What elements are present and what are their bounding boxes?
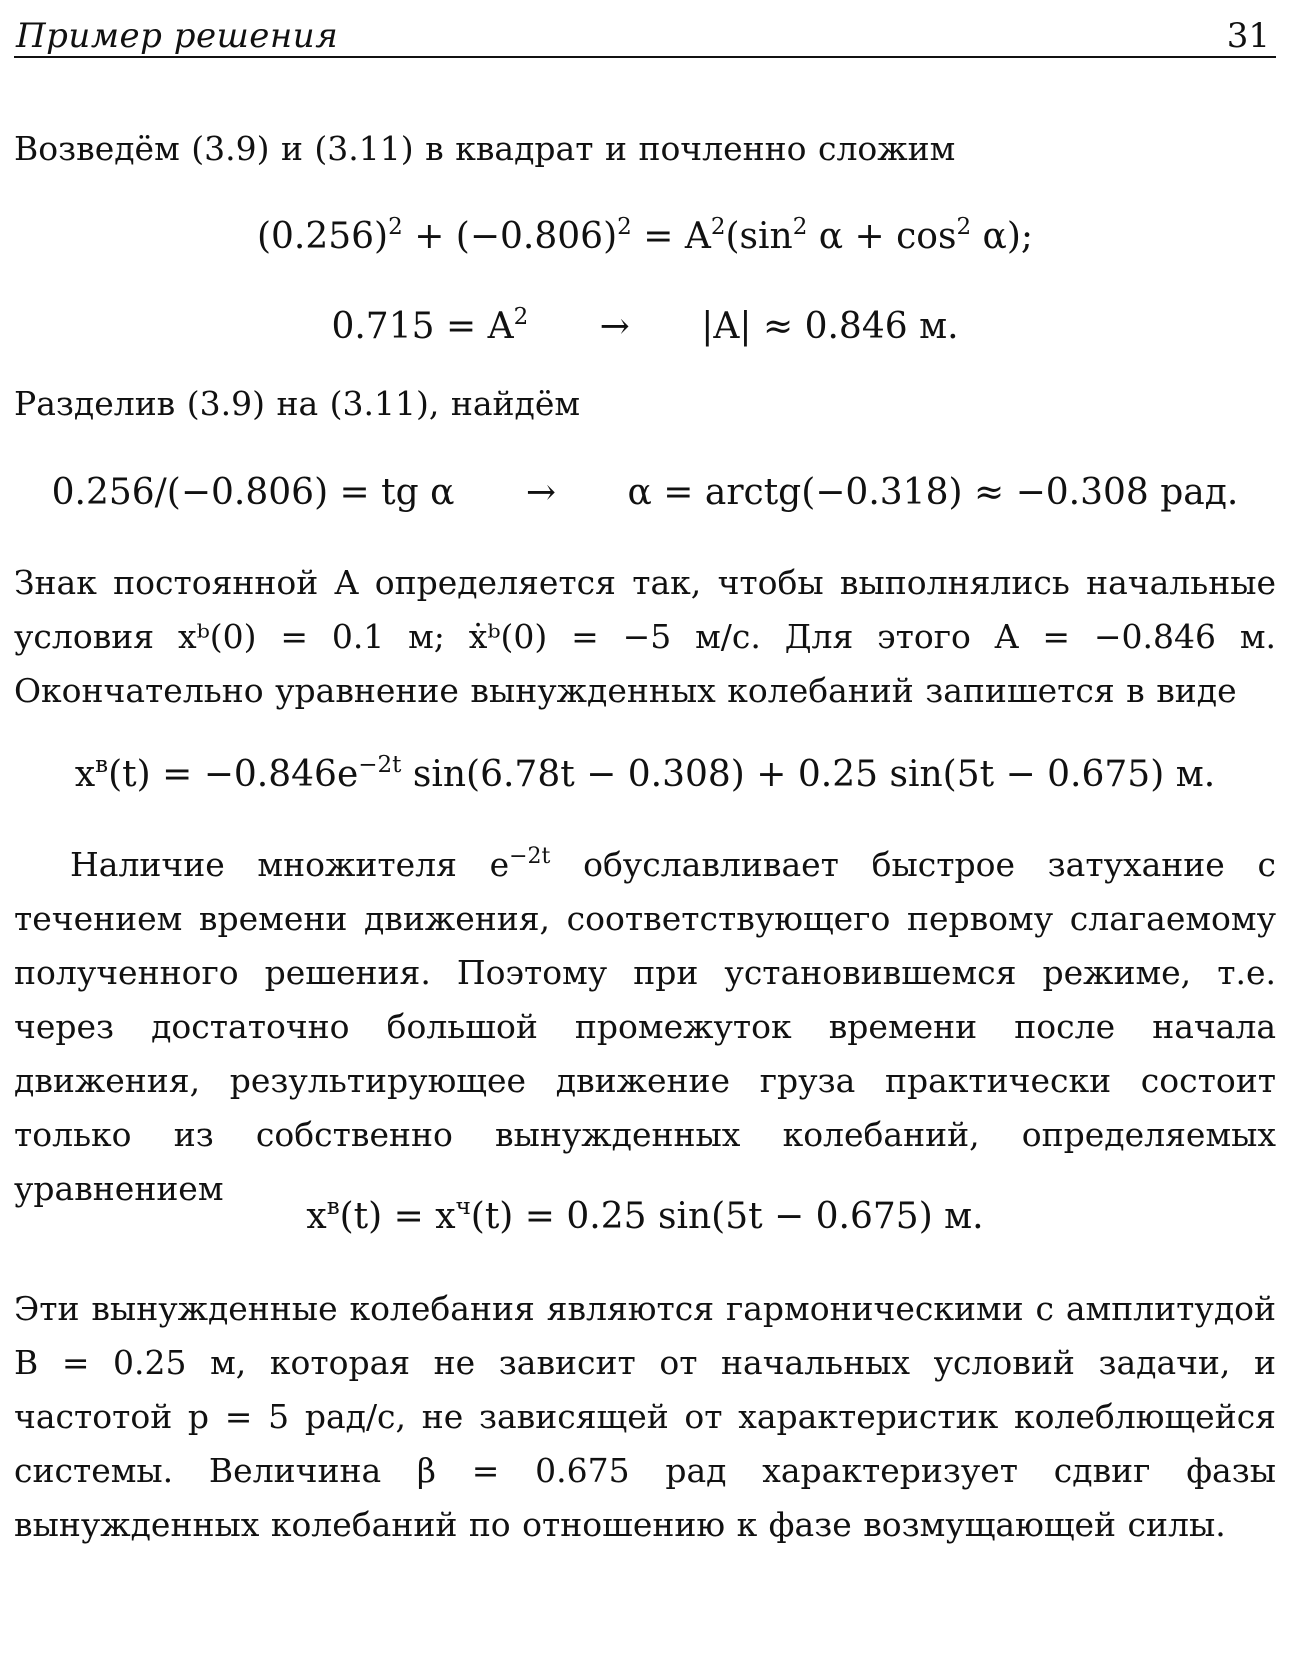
equation-1: $(0.256)^2 + (-0.806)^2 = A^2(\sin^2$ $\alpha + \cos^2 \alpha$); xyxy=(256,214,1034,257)
running-title: Пример решения xyxy=(16,16,339,56)
paragraph-4: Наличие множителя $e^{-2t}$ обуславливает быстрое затухание с течением времени движения, соответствующего первому слагаемому полученного решения. Поэтому при установившемся режиме, т.е. через достаточно большой промежуток времени после начала движения, результирующее движение груза практически состоит только из собственно вынужденных колебаний, определяемых уравнением xyxy=(14,844,1276,1208)
equation-3: 0.256/(−0.806) = tg α → α = arctg(−0.318) ≈ −0.308 рад. xyxy=(51,472,1239,513)
page-number: 31 xyxy=(1226,16,1270,56)
paragraph-5: Эти вынужденные колебания являются гармоническими с амплитудой B = 0.25 м, которая не зависит от начальных условий задачи, и частотой p = 5 рад/с, не зависящей от характеристик колеблющейся системы. Величина β = 0.675 рад характеризует сдвиг фазы вынужденных колебаний по отношению к фазе возмущающей силы. xyxy=(14,1289,1276,1544)
paragraph-2: Разделив (3.9) на (3.11), найдём xyxy=(14,384,581,423)
page-header xyxy=(14,8,1276,58)
equation-4: $x^в(t) = -0.846e^{-2t}$ sin(6.78t − 0.308) + 0.25 sin(5t − 0.675) м. xyxy=(74,752,1216,795)
paragraph-3: Знак постоянной A определяется так, чтобы выполнялись начальные условия xᵇ(0) = 0.1 м; ẋᵇ(0) = −5 м/с. Для этого A = −0.846 м. Окончательно уравнение вынужденных колебаний запишется в виде xyxy=(14,563,1276,710)
equation-2: $0.715 = A^2 \to |A| \approx 0.846$ м. xyxy=(331,304,959,347)
equation-5: $x^в(t) = x^ч(t) = 0.25$ sin(5t − 0.675) м. xyxy=(306,1194,984,1237)
paragraph-1: Возведём (3.9) и (3.11) в квадрат и почленно сложим xyxy=(14,129,956,168)
